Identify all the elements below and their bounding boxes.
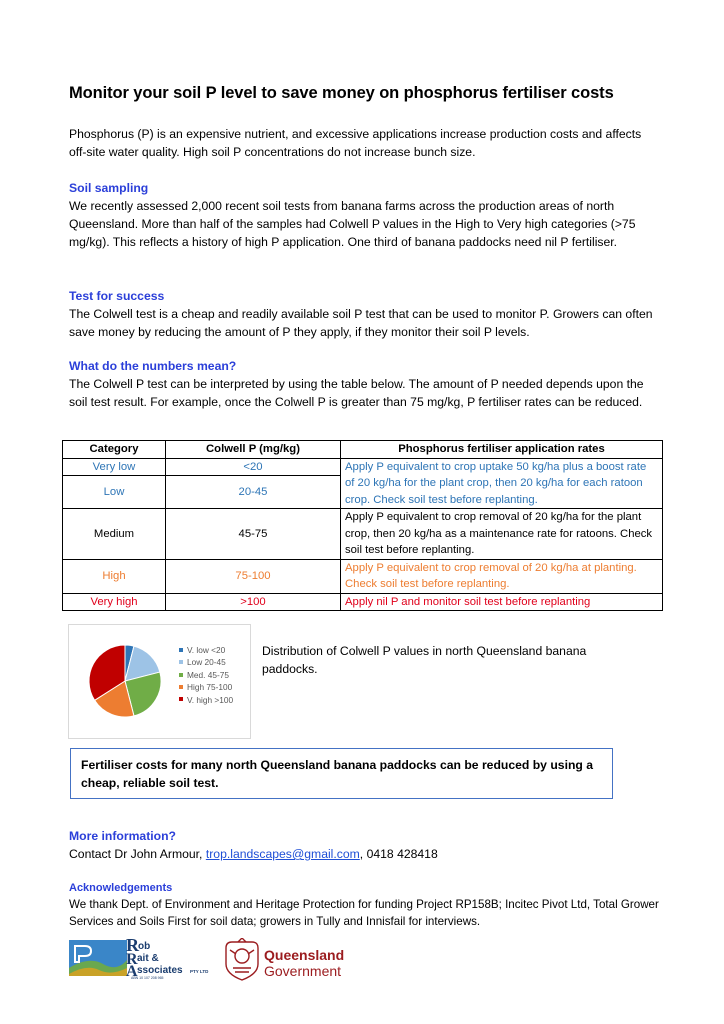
- table-header: Colwell P (mg/kg): [166, 441, 341, 459]
- legend-swatch: [179, 697, 183, 701]
- legend-entry: [179, 694, 233, 706]
- pie-chart-svg: [69, 625, 179, 738]
- range-cell: <20: [166, 458, 341, 476]
- category-cell: Very high: [63, 593, 166, 611]
- table-header-row: [63, 441, 663, 459]
- legend-label: Low 20-45: [187, 657, 226, 668]
- rate-cell: Apply P equivalent to crop removal of 20 kg/ha for the plant crop, then 20 kg/ha as a maintenance rate for ratoons. Check soil test before replanting.: [341, 509, 663, 560]
- svg-text:R: R: [126, 938, 139, 955]
- legend-label: V. high >100: [187, 694, 234, 705]
- legend-entry: [179, 644, 233, 656]
- qld-line1: Queensland: [264, 947, 345, 963]
- table-header: Phosphorus fertiliser application rates: [341, 441, 663, 459]
- legend-entry: [179, 669, 233, 681]
- key-message-box: Fertiliser costs for many north Queensland banana paddocks can be reduced by using a cheap, reliable soil test.: [70, 748, 613, 799]
- pie-legend: [179, 644, 233, 706]
- range-cell: 20-45: [166, 476, 341, 509]
- soil-sampling-paragraph: We recently assessed 2,000 recent soil tests from banana farms across the production areas of north Queensland. More than half of the samples had Colwell P values in the High to Very high categories (>75 mg/kg). This reflects a history of high P application. One third of banana paddocks need nil P fertiliser.: [69, 199, 636, 249]
- category-cell: Very low: [63, 458, 166, 476]
- rra-suffix: PTY LTD: [190, 969, 209, 974]
- colwell-pie-chart: [68, 624, 251, 739]
- legend-label: V. low <20: [187, 645, 226, 655]
- svg-text:A: A: [126, 963, 138, 980]
- more-info-heading: More information?: [69, 829, 176, 843]
- qld-line2: Government: [264, 963, 342, 979]
- soil-sampling-heading: Soil sampling: [69, 181, 149, 195]
- table-header: Category: [63, 441, 166, 459]
- page-title: Monitor your soil P level to save money on phosphorus fertiliser costs: [69, 84, 614, 102]
- queensland-government-logo: [222, 938, 352, 982]
- acknowledgements-paragraph: We thank Dept. of Environment and Heritage Protection for funding Project RP158B; Incitec Pivot Ltd, Total Grower Services and Soils First for soil data; growers in Tully and Innisfail for interviews.: [69, 898, 659, 928]
- numbers-paragraph: The Colwell P test can be interpreted by using the table below. The amount of P needed depends upon the soil test result. For example, once the Colwell P is greater than 75 mg/kg, P fertiliser rates can be reduced.: [69, 377, 644, 409]
- table-row: [63, 509, 663, 560]
- legend-label: Med. 45-75: [187, 669, 229, 680]
- contact-line: [69, 845, 659, 863]
- rra-line2: ait &: [137, 953, 159, 964]
- test-for-success-paragraph: The Colwell test is a cheap and readily available soil P test that can be used to monitor P. Growers can often save money by reducing the amount of P they apply, if they monitor their soil P levels.: [69, 307, 653, 339]
- acknowledgements-heading: Acknowledgements: [69, 882, 173, 894]
- test-for-success-heading: Test for success: [69, 289, 165, 303]
- range-cell: >100: [166, 593, 341, 611]
- legend-swatch: [179, 660, 183, 664]
- legend-swatch: [179, 648, 183, 652]
- legend-entry: [179, 681, 233, 693]
- category-cell: Medium: [63, 509, 166, 560]
- legend-swatch: [179, 673, 183, 677]
- legend-swatch: [179, 685, 183, 689]
- rob-rait-associates-logo: [69, 938, 214, 980]
- contact-prefix: Contact Dr John Armour,: [69, 847, 206, 861]
- svg-text:R: R: [126, 951, 138, 968]
- email-link[interactable]: trop.landscapes@gmail.com: [205, 847, 360, 861]
- range-cell: 75-100: [166, 559, 341, 593]
- rate-cell: Apply P equivalent to crop uptake 50 kg/ha plus a boost rate of 20 kg/ha for the plant crop, then 20 kg/ha for each ratoon crop. Check soil test before replanting.: [341, 458, 663, 509]
- numbers-heading: What do the numbers mean?: [69, 359, 237, 373]
- rra-line3: ssociates: [137, 965, 183, 976]
- chart-caption: Distribution of Colwell P values in north Queensland banana paddocks.: [262, 644, 587, 676]
- rate-cell: Apply nil P and monitor soil test before replanting: [341, 593, 663, 611]
- table-row: [63, 559, 663, 593]
- category-cell: High: [63, 559, 166, 593]
- rate-cell: Apply P equivalent to crop removal of 20 kg/ha at planting. Check soil test before replanting.: [341, 559, 663, 593]
- range-cell: 45-75: [166, 509, 341, 560]
- legend-label: High 75-100: [187, 682, 233, 693]
- rra-line1: ob: [138, 941, 151, 952]
- category-cell: Low: [63, 476, 166, 509]
- rra-abn: ABN 10 107 208 965: [131, 976, 164, 980]
- legend-entry: [179, 656, 233, 668]
- phosphorus-rates-table: [62, 440, 663, 611]
- intro-paragraph: Phosphorus (P) is an expensive nutrient, and excessive applications increase production costs and affects off-site water quality. High soil P concentrations do not increase bunch size.: [69, 127, 642, 159]
- table-row: [63, 593, 663, 611]
- contact-suffix: , 0418 428418: [359, 847, 438, 861]
- table-row: [63, 458, 663, 476]
